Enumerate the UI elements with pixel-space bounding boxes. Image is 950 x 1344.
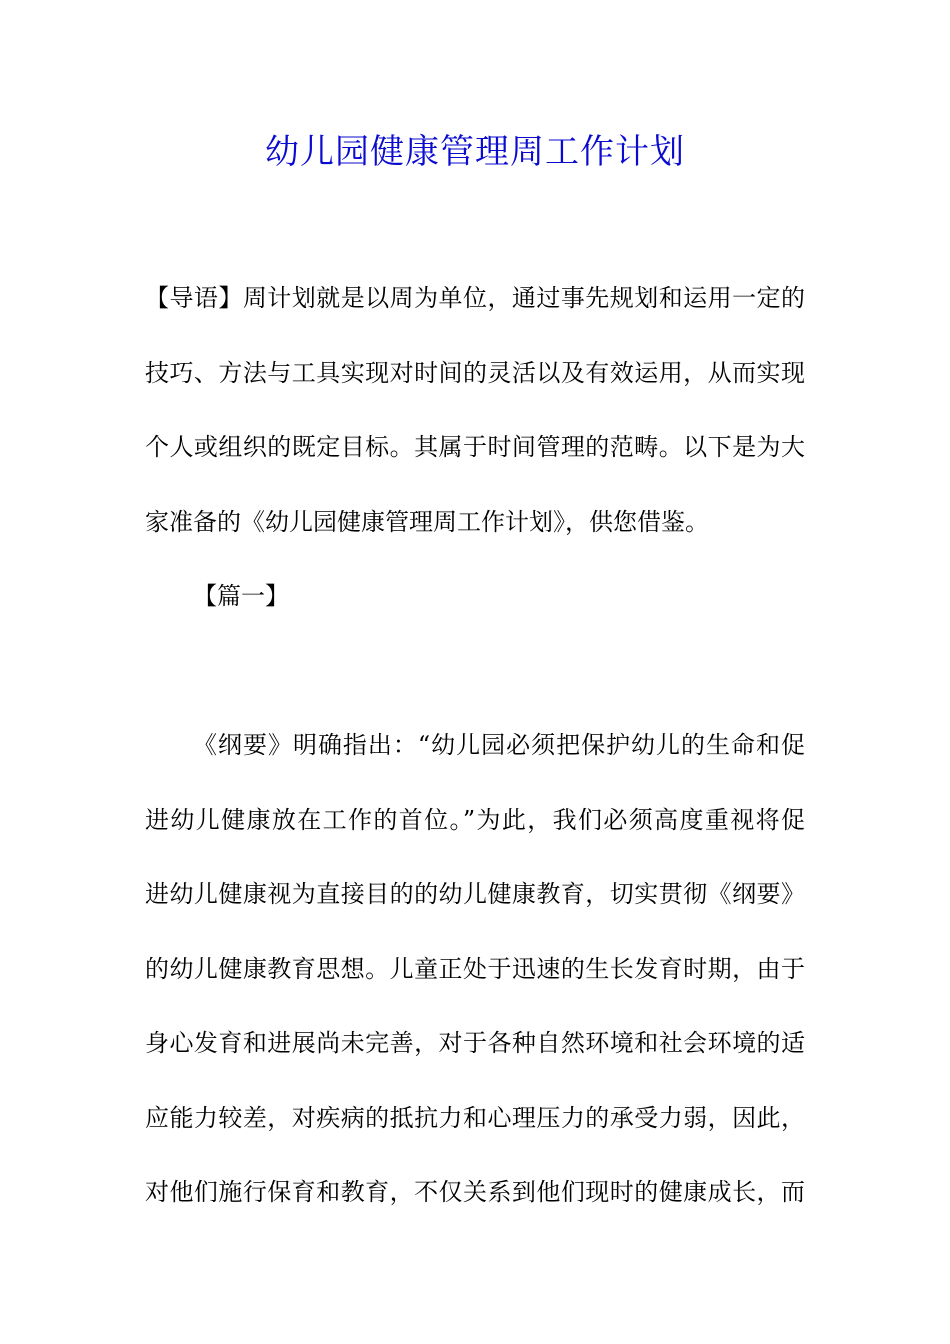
body-line-6: 应能力较差，对疾病的抵抗力和心理压力的承受力弱，因此， [145,1104,805,1132]
intro-line-4: 家准备的《幼儿园健康管理周工作计划》，供您借鉴。 [145,508,709,536]
body-line-5: 身心发育和进展尚未完善，对于各种自然环境和社会环境的适 [145,1029,805,1057]
body-line-3: 进幼儿健康视为直接目的的幼儿健康教育，切实贯彻《纲要》 [145,880,805,908]
intro-line-1: 【导语】周计划就是以周为单位，通过事先规划和运用一定的 [145,284,805,312]
section-heading: 【篇一】 [193,582,289,610]
intro-line-2: 技巧、方法与工具实现对时间的灵活以及有效运用，从而实现 [145,359,805,387]
body-line-4: 的幼儿健康教育思想。儿童正处于迅速的生长发育时期，由于 [145,955,805,983]
intro-line-3: 个人或组织的既定目标。其属于时间管理的范畴。以下是为大 [145,433,805,461]
body-line-7: 对他们施行保育和教育，不仅关系到他们现时的健康成长，而 [145,1178,805,1206]
body-line-2: 进幼儿健康放在工作的首位。”为此，我们必须高度重视将促 [145,806,805,834]
document-title: 幼儿园健康管理周工作计划 [265,132,685,172]
body-line-1: 《纲要》明确指出：“幼儿园必须把保护幼儿的生命和促 [193,731,805,759]
